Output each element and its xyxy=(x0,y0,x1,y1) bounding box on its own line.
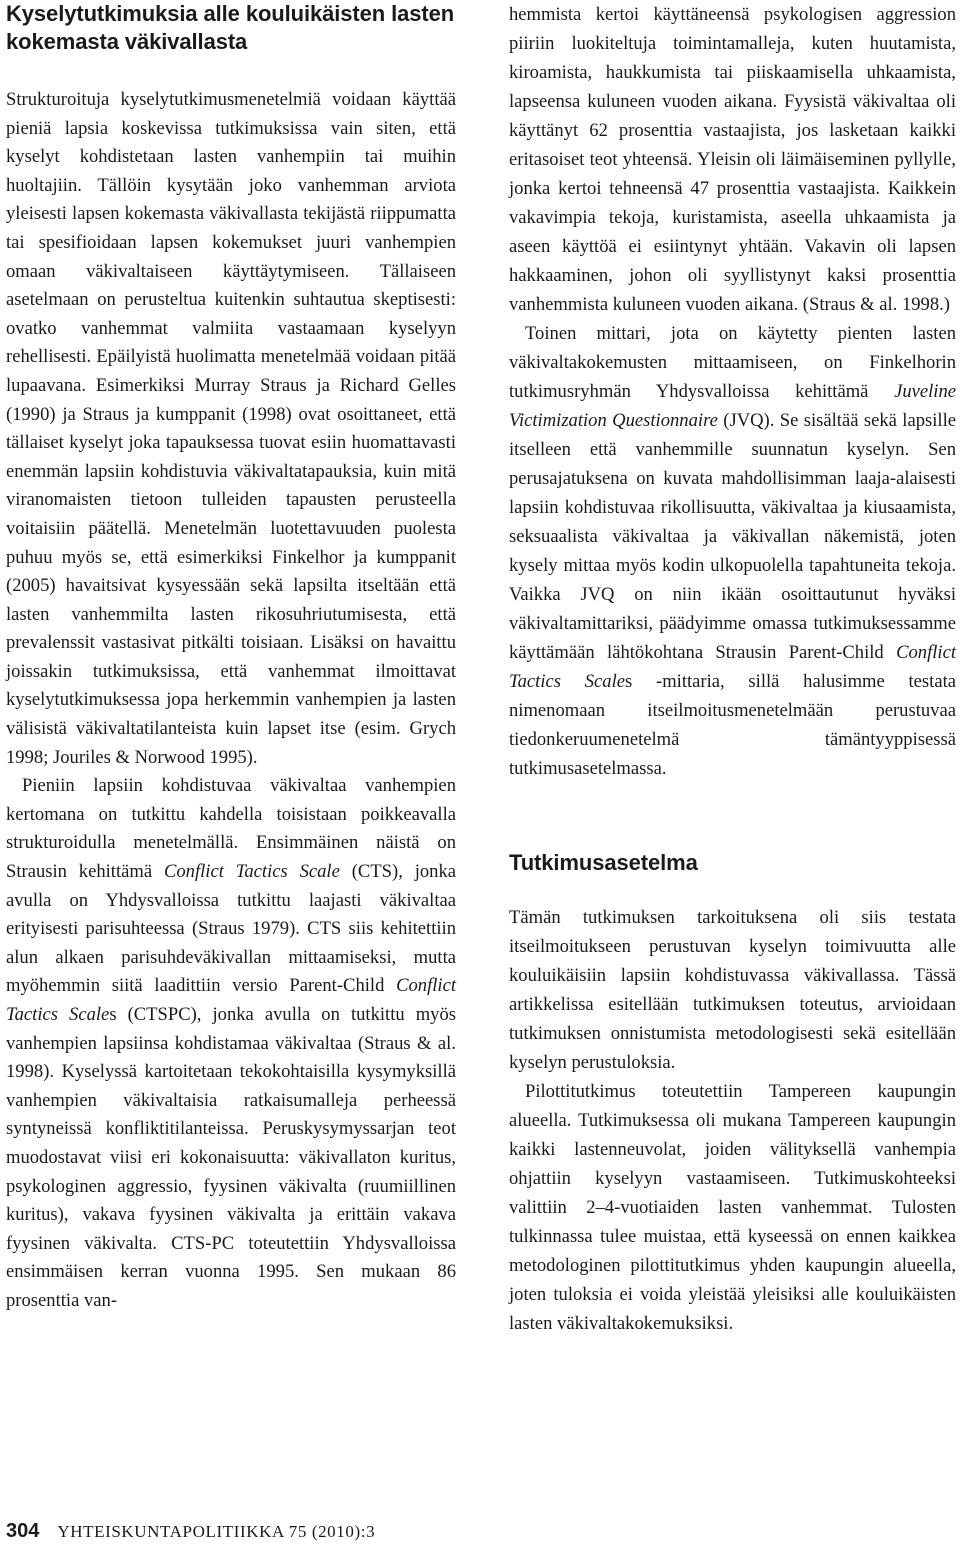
page-number: 304 xyxy=(6,1520,40,1542)
body-paragraph: Pilottitutkimus toteutettiin Tampereen kaupungin alueella. Tutkimuksessa oli mukana Tampereen kaupungin kaikki lastenneuvolat, joiden välityksellä vanhempia ohjattiin kyselyyn vastaamiseen. Tutkimuskohteeksi valittiin 2–4-vuotiaiden lasten vanhemmat. Tulosten tulkinnassa tulee muistaa, että kyseessä on ennen kaikkea metodologinen pilottitutkimus yhden kaupungin alueella, joten tuloksia ei voida yleistää yleisiksi alle kouluikäisten lasten väkivaltakokemuksiksi. xyxy=(509,1081,956,1334)
journal-name: YHTEISKUNTAPOLITIIKKA 75 (2010):3 xyxy=(57,1522,376,1541)
right-column xyxy=(509,0,956,1338)
section-heading-tutkimusasetelma: Tutkimusasetelma xyxy=(509,850,698,875)
body-paragraph: hemmista kertoi käyttäneensä psykologisen aggression piiriin luokiteltuja toimintamalleja, kuten huutamista, kiroamista, haukkumista tai piiskaamisella uhkaamista, lapseensa kuluneen vuoden aikana. Fyysistä väkivaltaa oli käyttänyt 62 prosenttia vastaajista, jos lasketaan kaikki eritasoiset teot yhteensä. Yleisin oli läimäiseminen pyllylle, jonka kertoi tehneensä 47 prosenttia vastaajista. Kaikkein vakavimpia tekoja, kuristamista, aseella uhkaamista ja aseen käyttöä ei esiintynyt yhtään. Vakavin oli lapsen hakkaaminen, johon oli syyllistynyt kaksi prosenttia vanhemmista kuluneen vuoden aikana. (Straus & al. 1998.) xyxy=(509,4,956,315)
section-heading-kyselytutkimuksia: Kyselytutkimuksia alle kouluikäisten lasten kokemasta väkivallasta xyxy=(6,1,455,54)
body-paragraph: Pieniin lapsiin kohdistuvaa väkivaltaa vanhempien kertomana on tutkittu kahdella toisistaan poikkeavalla strukturoidulla menetelmällä. Ensimmäinen näistä on Strausin kehittämä Conflict Tactics Scale (CTS), jonka avulla on Yhdysvalloissa tutkittu laajasti väkivaltaa erityisesti parisuhteessa (Straus 1979). CTS siis kehitettiin alun alkaen parisuhdeväkivallan mittaamiseksi, mutta myöhemmin siitä laadittiin versio Parent-Child Conflict Tactics Scales (CTSPC), jonka avulla on tutkittu myös vanhempien lapsiinsa kohdistamaa väkivaltaa (Straus & al. 1998). Kyselyssä kartoitetaan tekokohtaisilla kysymyksillä vanhempien väkivaltaisia ratkaisumalleja perheessä syntyneissä konfliktitilanteissa. Peruskysymyssarjan teot muodostavat viisi eri kokonaisuutta: väkivallaton kuritus, psykologinen aggressio, fyysinen väkivalta (ruumiillinen kuritus), vakava fyysinen väkivalta ja erittäin vakava fyysinen väkivalta. CTS-PC toteutettiin Yhdysvalloissa ensimmäisen kerran vuonna 1995. Sen mukaan 86 prosenttia van- xyxy=(6,775,456,1311)
body-paragraph: Tämän tutkimuksen tarkoituksena oli siis testata itseilmoitukseen perustuvan kyselyn toimivuutta alle kouluikäisiin lapsiin kohdistuvassa väkivallassa. Tässä artikkelissa esitellään tutkimuksen toteutus, arvioidaan tutkimuksen onnistumista metodologisesti sekä esitellään kyselyn perustuloksia. xyxy=(509,907,956,1073)
body-paragraph: Toinen mittari, jota on käytetty pienten lasten väkivaltakokemusten mittaamiseen, on Finkelhorin tutkimusryhmän Yhdysvalloissa kehittämä Juveline Victimization Questionnaire (JVQ). Se sisältää sekä lapsille itselleen että vanhemmille suunnatun kyselyn. Sen perusajatuksena on kuvata mahdollisimman laaja-alaisesti lapsiin kohdistuvaa rikollisuutta, väkivaltaa ja kiusaamista, seksuaalista väkivaltaa ja väkivallan näkemistä, joten kysely mittaa myös kodin ulkopuolella tapahtuneita tekoja. Vaikka JVQ on niin ikään osoittautunut hyväksi väkivaltamittariksi, päädyimme omassa tutkimuksessamme käyttämään lähtökohtana Strausin Parent-Child Conflict Tactics Scales -mittaria, sillä halusimme testata nimenomaan itseilmoitusmenetelmään perustuvaa tiedonkeruumenetelmä tämäntyyppisessä tutkimusasetelmassa. xyxy=(509,323,956,779)
page-footer xyxy=(6,1520,375,1546)
body-paragraph: Strukturoituja kyselytutkimusmenetelmiä voidaan käyttää pieniä lapsia koskevissa tutkimuksissa vain siten, että kyselyt kohdistetaan lasten vanhempiin tai muihin huoltajiin. Tällöin kysytään joko vanhemman arviota yleisesti lapsen kokemasta väkivallasta tekijästä riippumatta tai spesifioidaan lapsen kokemukset juuri vanhempien omaan väkivaltaiseen käyttäytymiseen. Tällaiseen asetelmaan on perusteltua kuitenkin suhtautua skeptisesti: ovatko vanhemmat valmiita vastaamaan kyselyyn rehellisesti. Epäilyistä huolimatta menetelmää voidaan pitää lupaavana. Esimerkiksi Murray Straus ja Richard Gelles (1990) ja Straus ja kumppanit (1998) ovat osoittaneet, että tällaiset kyselyt joka tapauksessa tuovat esiin huomattavasti enemmän lapsiin kohdistuvia väkivaltatapauksia, kuin mitä viranomaisten tietoon tulleiden tapausten perusteella voitaisiin päätellä. Menetelmän luotettavuuden puolesta puhuu myös se, että esimerkiksi Finkelhor ja kumppanit (2005) havaitsivat kysyessään sekä lapsilta itseltään että lasten vanhemmilta lasten rikosuhriutumisesta, että prevalenssit vastasivat pitkälti toisiaan. Lisäksi on havaittu joissakin tutkimuksissa, että vanhemmat ilmoittavat kyselytutkimuksessa jopa herkemmin vanhempien ja lasten välisistä väkivaltatilanteista kuin lapset itse (esim. Grych 1998; Jouriles & Norwood 1995). xyxy=(6,89,456,768)
left-column xyxy=(6,0,456,1316)
